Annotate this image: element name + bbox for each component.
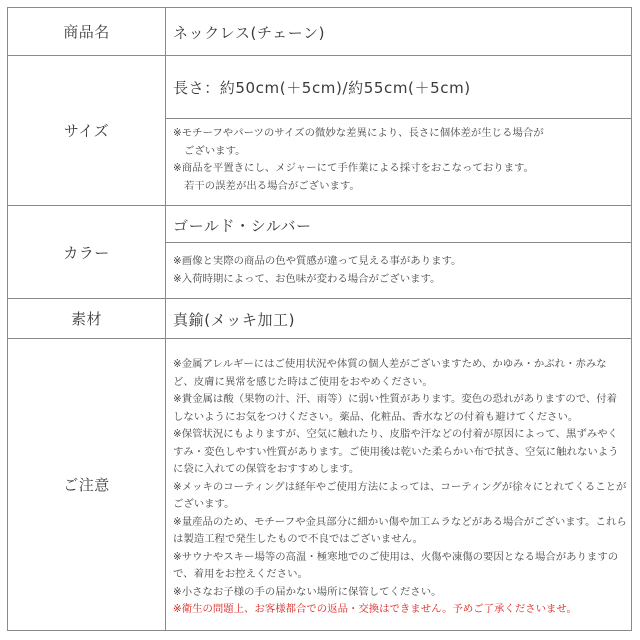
caution-note-line: ※メッキのコーティングは経年やご使用方法によっては、コーティングが徐々にとれてくることが — [173, 480, 627, 493]
size-note-line: ※モチーフやパーツのサイズの微妙な差異により、長さに個体差が生じる場合が — [173, 127, 544, 139]
material-value: 真鍮(メッキ加工) — [173, 311, 296, 329]
size-note-line: ※商品を平置きにし、メジャーにて手作業による採寸をおこなっております。 — [173, 162, 534, 174]
caution-note-line: ございます。 — [173, 498, 235, 510]
color-note-line: ※入荷時期によって、お色味が変わる場合がございます。 — [173, 272, 441, 285]
caution-note-line: は製造工程で発生したもので不良ではございません。 — [173, 533, 423, 545]
caution-note-line: ※サウナやスキー場等の高温・極寒地でのご使用は、火傷や凍傷の要因となる場合がありますの — [173, 550, 619, 563]
caution-note-line: ※貴金属は酸（果物の汁、汗、雨等）に弱い性質があります。変色の恐れがありますので、付着 — [173, 393, 618, 405]
color-note-line: ※画像と実際の商品の色や質感が違って見える事があります。 — [173, 255, 462, 267]
return-policy-notice: ※衛生の問題上、お客様都合での返品・交換はできません。予めご了承くださいませ。 — [173, 603, 577, 615]
table-border-right — [631, 7, 632, 631]
caution-note-line: ※金属アレルギーにはご使用状況や体質の個人差がございますため、かゆみ・かぶれ・赤みな — [173, 358, 607, 370]
product-name-label: 商品名 — [63, 23, 110, 41]
caution-notes — [173, 356, 625, 619]
size-note-line: ございます。 — [184, 144, 246, 157]
caution-note-line: に袋に入れての保管をおすすめします。 — [173, 463, 360, 475]
product-name-value: ネックレス(チェーン) — [173, 24, 326, 42]
caution-note-line: ※量産品のため、モチーフや金具部分に細かい傷や加工ムラなどがある場合がございます。これら — [173, 515, 627, 528]
caution-note-line: すみ・変色しやすい性質があります。ご使用後は乾いた柔らかい布で拭き、空気に触れないよう — [173, 445, 619, 458]
column-divider — [165, 7, 166, 631]
caution-note-line: ※保管状況にもよりますが、空気に触れたり、皮脂や汗などの付着が原因によって、黒ずみやく — [173, 428, 618, 440]
caution-note-line: で、着用をお控えください。 — [173, 568, 308, 580]
caution-note-line: ど、皮膚に異常を感じた時はご使用をおやめください。 — [173, 375, 433, 388]
caution-note-line: ※小さなお子様の手の届かない場所に保管してください。 — [173, 585, 442, 598]
size-sub-divider — [165, 118, 632, 119]
color-label: カラー — [63, 243, 110, 262]
table-border-bottom — [7, 630, 632, 631]
color-value: ゴールド・シルバー — [173, 217, 312, 235]
size-label: サイズ — [63, 122, 110, 140]
color-sub-divider — [165, 242, 632, 243]
caution-label: ご注意 — [63, 476, 110, 494]
size-notes — [173, 125, 625, 195]
caution-note-line: しないようにお気をつけください。薬品、化粧品、香水などの付着も避けてください。 — [173, 410, 579, 423]
material-label: 素材 — [70, 310, 102, 328]
color-notes — [173, 253, 625, 288]
size-value: 長さ：約50cm(＋5cm)/約55cm(＋5cm) — [173, 79, 471, 97]
size-note-line: 若干の誤差が出る場合がございます。 — [184, 179, 360, 192]
